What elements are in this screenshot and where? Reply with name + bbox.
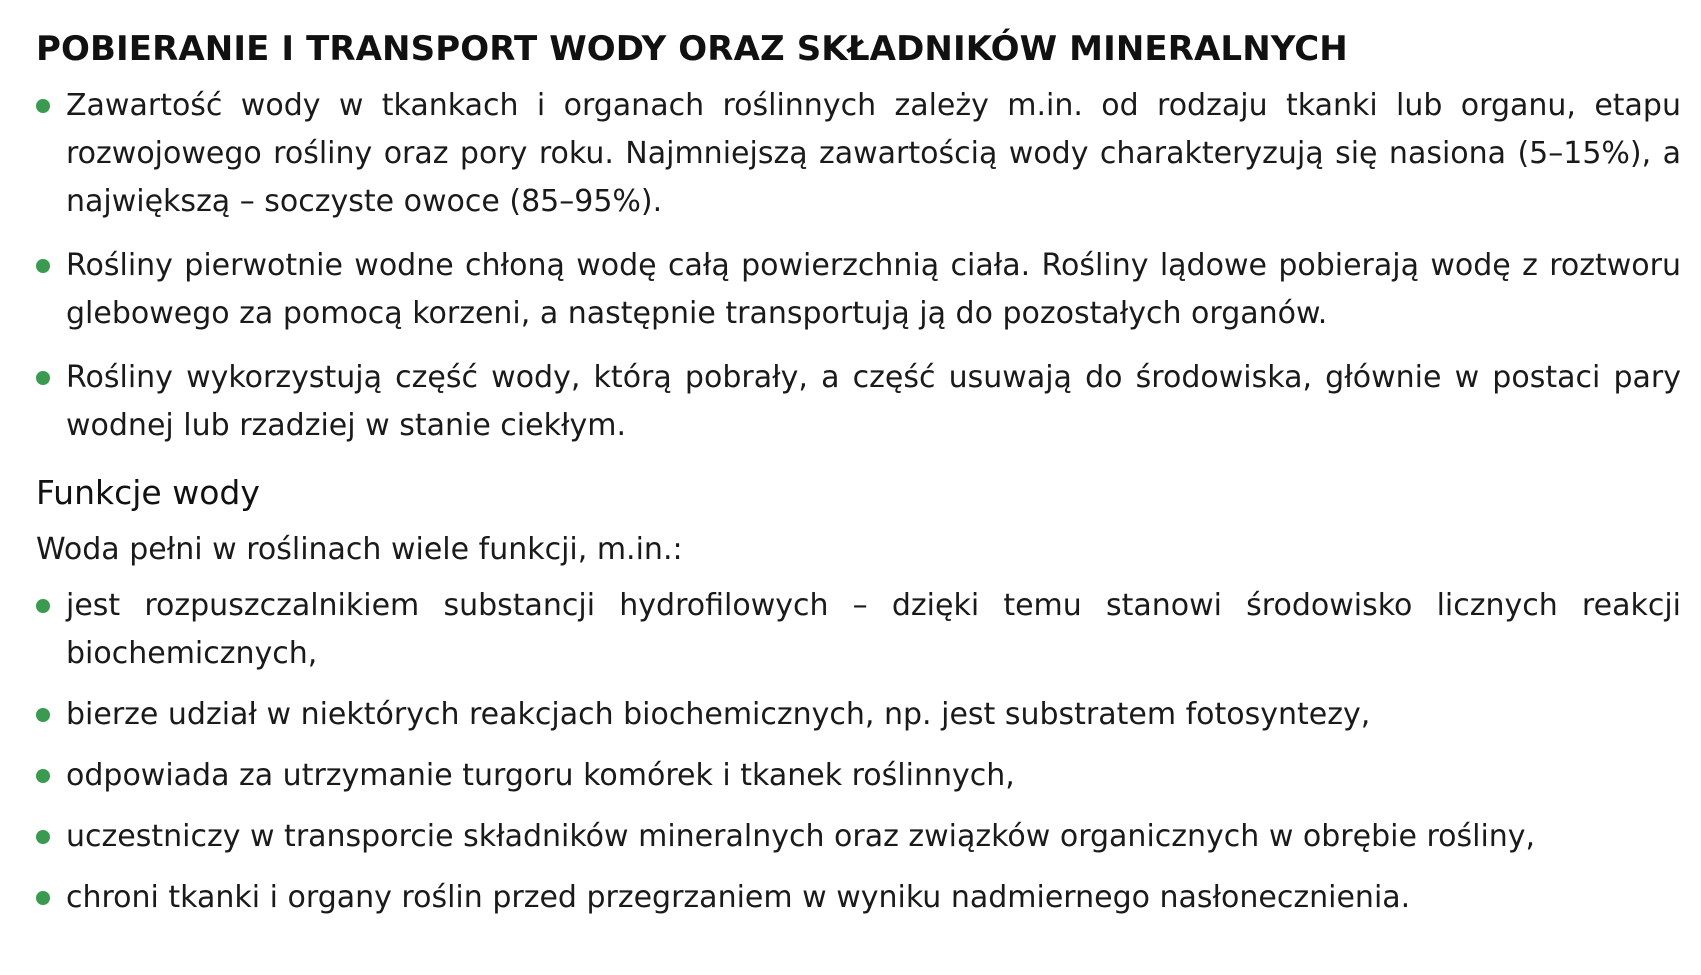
- bullet-icon: [36, 708, 50, 722]
- section-lead: Woda pełni w roślinach wiele funkcji, m.in.:: [36, 532, 683, 567]
- bullet-icon: [36, 99, 50, 113]
- list-item: [36, 82, 1681, 226]
- list-item: [36, 691, 1681, 739]
- list-item-text: Zawartość wody w tkankach i organach roślinnych zależy m.in. od rodzaju tkanki lub organu, etapu rozwojowego rośliny oraz pory roku. Najmniejszą zawartością wody charakteryzują się nasiona (5–15%), a największą – soczyste owoce (85–95%).: [66, 88, 1681, 219]
- bullet-icon: [36, 769, 50, 783]
- list-item-text: Rośliny pierwotnie wodne chłoną wodę całą powierzchnią ciała. Rośliny lądowe pobierają wodę z roztworu glebowego za pomocą korzeni, a następnie transportują ją do pozostałych organów.: [66, 248, 1681, 331]
- list-item: [36, 874, 1681, 922]
- list-item: [36, 242, 1681, 338]
- document-page: [36, 22, 1681, 935]
- intro-list: [36, 82, 1681, 450]
- list-item-text: chroni tkanki i organy roślin przed przegrzaniem w wyniku nadmiernego nasłonecznienia.: [66, 880, 1411, 915]
- list-item: [36, 354, 1681, 450]
- list-item-text: jest rozpuszczalnikiem substancji hydrofilowych – dzięki temu stanowi środowisko licznych reakcji biochemicznych,: [66, 588, 1681, 671]
- page-title: POBIERANIE I TRANSPORT WODY ORAZ SKŁADNIKÓW MINERALNYCH: [36, 29, 1348, 69]
- list-item-text: uczestniczy w transporcie składników mineralnych oraz związków organicznych w obrębie rośliny,: [66, 819, 1536, 854]
- bullet-icon: [36, 599, 50, 613]
- section-heading: Funkcje wody: [36, 473, 260, 512]
- list-item: [36, 813, 1681, 861]
- bullet-icon: [36, 830, 50, 844]
- bullet-icon: [36, 259, 50, 273]
- list-item-text: bierze udział w niektórych reakcjach biochemicznych, np. jest substratem fotosyntezy,: [66, 697, 1371, 732]
- list-item: [36, 752, 1681, 800]
- functions-list: [36, 582, 1681, 922]
- list-item-text: Rośliny wykorzystują część wody, którą pobrały, a część usuwają do środowiska, głównie w postaci pary wodnej lub rzadziej w stanie ciekłym.: [66, 360, 1681, 443]
- bullet-icon: [36, 371, 50, 385]
- list-item: [36, 582, 1681, 678]
- bullet-icon: [36, 891, 50, 905]
- list-item-text: odpowiada za utrzymanie turgoru komórek i tkanek roślinnych,: [66, 758, 1015, 793]
